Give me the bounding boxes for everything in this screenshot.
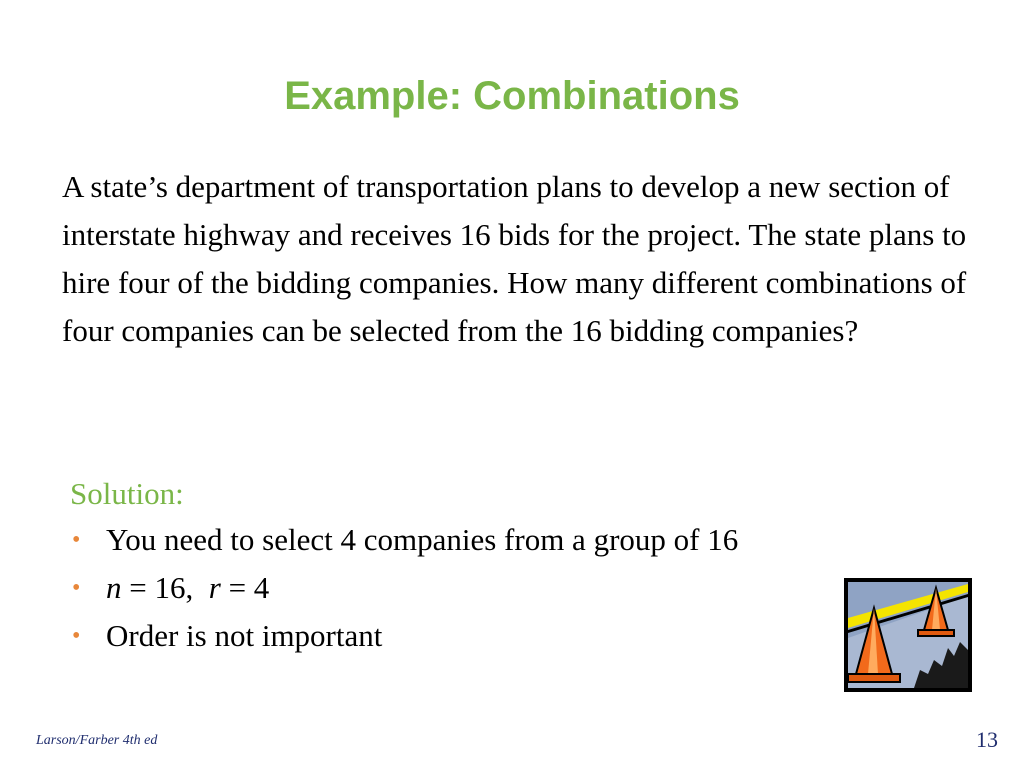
- slide-title: Example: Combinations: [284, 74, 740, 118]
- r-value: = 4: [220, 570, 270, 605]
- traffic-cones-clipart-icon: [844, 578, 972, 692]
- bullet-text: Order is not important: [106, 618, 383, 653]
- bullet-item-2: [70, 564, 970, 612]
- solution-block: [70, 472, 970, 660]
- bullet-text: You need to select 4 companies from a group of 16: [106, 522, 739, 557]
- bullet-item-1: [70, 516, 970, 564]
- bullet-dot-icon: •: [72, 575, 81, 601]
- footer-source: Larson/Farber 4th ed: [36, 733, 158, 748]
- bullet-dot-icon: •: [72, 527, 81, 553]
- solution-heading: Solution:: [70, 476, 184, 511]
- r-symbol: r: [208, 570, 221, 605]
- problem-text: A state’s department of transportation plans to develop a new section of interstate highway and receives 16 bids for the project. The state plans to hire four of the bidding companies. How many different combinations of four companies can be selected from the 16 bidding companies?: [62, 169, 967, 348]
- bullet-dot-icon: •: [72, 623, 81, 649]
- page-number: 13: [976, 727, 998, 752]
- n-value: = 16,: [121, 570, 209, 605]
- bullet-item-3: [70, 612, 970, 660]
- solution-bullets: [70, 516, 970, 660]
- n-symbol: n: [106, 570, 122, 605]
